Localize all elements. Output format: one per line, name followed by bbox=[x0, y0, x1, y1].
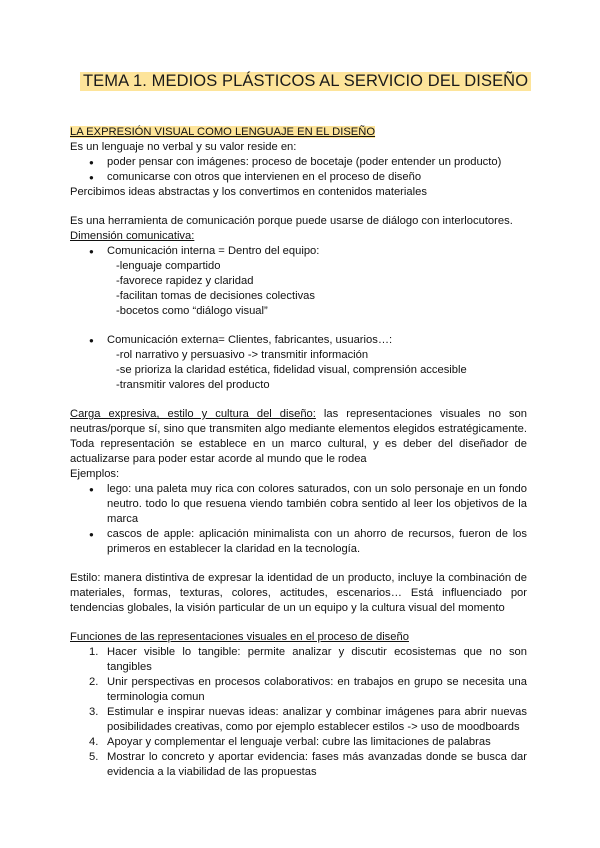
list-item: ● lego: una paleta muy rica con colores saturados, con un solo personaje en un fondo neutro. todo lo que resuena viendo también cobra sentido al leer los objetivos de la marca bbox=[70, 482, 527, 527]
document-body bbox=[70, 125, 527, 780]
list-item: 2. Unir perspectivas en procesos colaborativos: en trabajos en grupo se necesita una terminologia comun bbox=[89, 676, 527, 703]
numbered-list bbox=[70, 645, 527, 780]
paragraph-text: las representaciones visuales no son neutras/porque sí, sino que transmiten algo mediante elementos elegidos estratégicamente. Toda representación se establece en un marco cultural, y es deber del diseñador de actualizarse para poder estar acorde al mundo que le rodea bbox=[70, 408, 527, 465]
paragraph bbox=[70, 407, 527, 467]
paragraph: Estilo: manera distintiva de expresar la identidad de un producto, incluye la combinación de materiales, formas, texturas, colores, actitudes, escenarios… Está influenciado por tendencias globales, la visión particular de un un equipo y la cultura visual del momento bbox=[70, 572, 527, 614]
list-item: ● Comunicación externa= Clientes, fabricantes, usuarios…: bbox=[70, 333, 527, 348]
subsection-heading: Dimensión comunicativa: bbox=[70, 230, 195, 242]
list-item: 4. Apoyar y complementar el lenguaje verbal: cubre las limitaciones de palabras bbox=[89, 736, 491, 748]
examples-label: Ejemplos: bbox=[70, 468, 120, 480]
bullet-list bbox=[70, 244, 527, 259]
sub-item: -rol narrativo y persuasivo -> transmitir información bbox=[116, 349, 369, 361]
list-item: ● comunicarse con otros que intervienen en el proceso de diseño bbox=[70, 170, 527, 185]
bullet-list bbox=[70, 155, 527, 185]
sub-item: -se prioriza la claridad estética, fidelidad visual, comprensión accesible bbox=[116, 364, 467, 376]
sub-item: -bocetos como “diálogo visual” bbox=[116, 305, 268, 317]
list-item: 3. Estimular e inspirar nuevas ideas: analizar y combinar imágenes para abrir nuevas posibilidades creativas, como por ejemplo establecer estilos -> uso de moodboards bbox=[89, 706, 527, 733]
inline-heading: Carga expresiva, estilo y cultura del diseño: bbox=[70, 408, 316, 420]
paragraph: Es un lenguaje no verbal y su valor reside en: bbox=[70, 141, 297, 153]
paragraph: Percibimos ideas abstractas y los convertimos en contenidos materiales bbox=[70, 186, 427, 198]
list-item: ● poder pensar con imágenes: proceso de bocetaje (poder entender un producto) bbox=[70, 155, 527, 170]
bullet-list bbox=[70, 333, 527, 348]
sub-item: -favorece rapidez y claridad bbox=[116, 275, 254, 287]
sub-item: -facilitan tomas de decisiones colectivas bbox=[116, 290, 315, 302]
list-item: ● cascos de apple: aplicación minimalista con un ahorro de recursos, fueron de los primeros en establecer la claridad en la tecnología. bbox=[70, 527, 527, 557]
list-item: 1. Hacer visible lo tangible: permite analizar y discutir ecosistemas que no son tangibles bbox=[89, 646, 527, 673]
sub-item: -lenguaje compartido bbox=[116, 260, 221, 272]
title-text: TEMA 1. MEDIOS PLÁSTICOS AL SERVICIO DEL DISEÑO bbox=[80, 72, 531, 91]
document-title bbox=[80, 70, 531, 92]
list-item: ● Comunicación interna = Dentro del equipo: bbox=[70, 244, 527, 259]
bullet-list bbox=[70, 482, 527, 557]
subsection-heading: Funciones de las representaciones visuales en el proceso de diseño bbox=[70, 631, 409, 643]
section-heading: LA EXPRESIÓN VISUAL COMO LENGUAJE EN EL DISEÑO bbox=[70, 126, 376, 138]
sub-item: -transmitir valores del producto bbox=[116, 379, 270, 391]
paragraph: Es una herramienta de comunicación porque puede usarse de diálogo con interlocutores. bbox=[70, 215, 513, 227]
list-item: 5. Mostrar lo concreto y aportar evidencia: fases más avanzadas donde se busca dar evidencia a la viabilidad de las propuestas bbox=[89, 751, 527, 778]
